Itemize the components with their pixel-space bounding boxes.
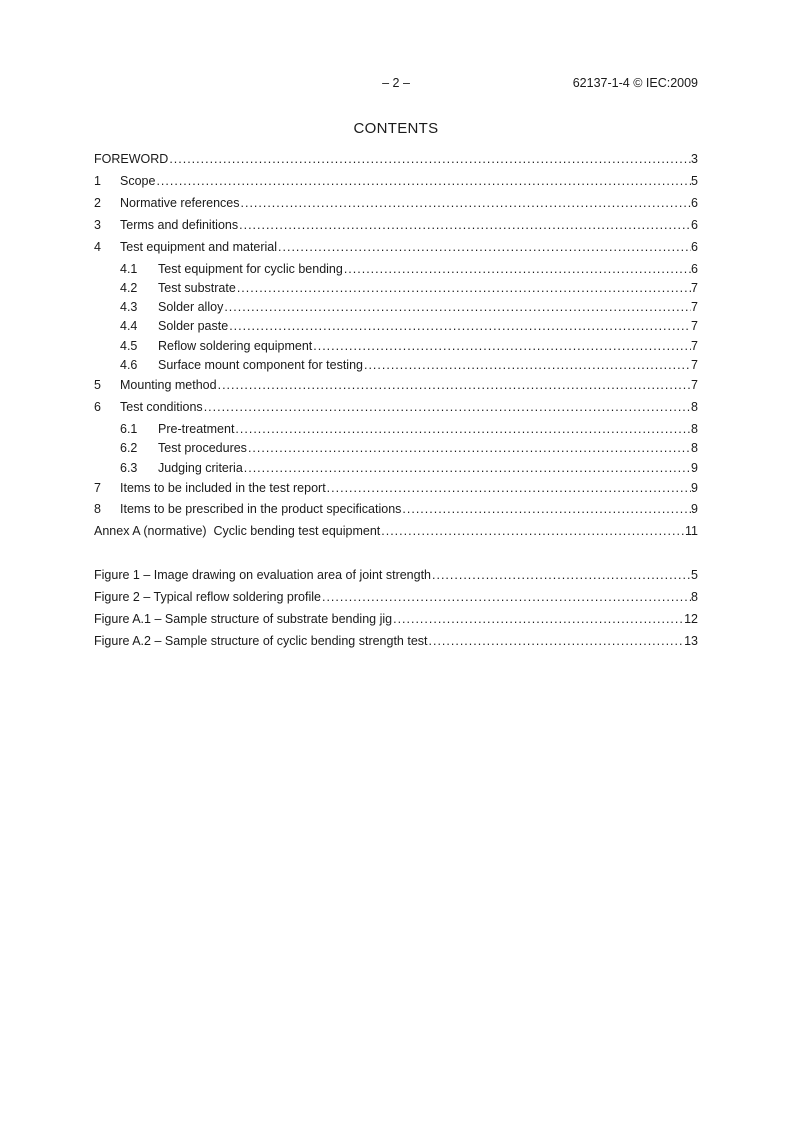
toc-entry-page: 11 xyxy=(685,524,698,538)
toc-entry-6-2[interactable] xyxy=(120,441,698,457)
toc-entry-number: 6.2 xyxy=(120,441,138,455)
toc-figure-a2[interactable] xyxy=(94,634,698,650)
toc-entry-6-3[interactable] xyxy=(120,461,698,477)
toc-entry-page: 8 xyxy=(691,422,698,436)
toc-leader-dots xyxy=(432,568,691,582)
toc-entry-number: 4.5 xyxy=(120,339,138,353)
toc-entry-number: 3 xyxy=(94,218,101,232)
page-title: CONTENTS xyxy=(353,120,439,137)
toc-entry-5[interactable] xyxy=(94,378,698,394)
toc-entry-number: 4 xyxy=(94,240,101,254)
document-reference: 62137-1-4 © IEC:2009 xyxy=(572,76,698,90)
toc-figure-2[interactable] xyxy=(94,590,698,606)
toc-leader-dots xyxy=(241,196,692,210)
toc-entry-title: Reflow soldering equipment xyxy=(158,339,313,353)
toc-leader-dots xyxy=(322,590,691,604)
toc-leader-dots xyxy=(344,262,691,276)
toc-entry-4[interactable] xyxy=(94,240,698,256)
toc-entry-title: Annex A (normative) Cyclic bending test equipment xyxy=(94,524,381,538)
toc-entry-title: Test procedures xyxy=(158,441,247,455)
toc-entry-number: 6 xyxy=(94,400,101,414)
toc-entry-4-1[interactable] xyxy=(120,262,698,278)
toc-entry-number: 7 xyxy=(94,481,101,495)
toc-entry-page: 3 xyxy=(691,152,698,166)
toc-entry-4-5[interactable] xyxy=(120,339,698,355)
toc-entry-page: 5 xyxy=(691,568,698,582)
toc-entry-number: 4.3 xyxy=(120,300,138,314)
toc-entry-page: 12 xyxy=(684,612,698,626)
toc-entry-page: 8 xyxy=(691,441,698,455)
toc-entry-page: 9 xyxy=(691,461,698,475)
toc-leader-dots xyxy=(235,422,691,436)
toc-entry-page: 7 xyxy=(691,378,698,392)
toc-leader-dots xyxy=(393,612,684,626)
toc-entry-number: 4.4 xyxy=(120,319,138,333)
page-number: – 2 – xyxy=(382,76,410,90)
toc-entry-page: 9 xyxy=(691,481,698,495)
toc-entry-page: 9 xyxy=(691,502,698,516)
toc-entry-annex-a[interactable] xyxy=(94,524,698,540)
toc-entry-7[interactable] xyxy=(94,481,698,497)
toc-entry-page: 8 xyxy=(691,590,698,604)
toc-leader-dots xyxy=(218,378,691,392)
toc-entry-page: 7 xyxy=(691,319,698,333)
toc-entry-title: Normative references xyxy=(120,196,240,210)
toc-entry-page: 8 xyxy=(691,400,698,414)
toc-entry-title: Pre-treatment xyxy=(158,422,235,436)
toc-leader-dots xyxy=(156,174,691,188)
toc-entry-page: 6 xyxy=(691,262,698,276)
toc-entry-page: 7 xyxy=(691,358,698,372)
toc-leader-dots xyxy=(237,281,691,295)
toc-entry-title: Judging criteria xyxy=(158,461,243,475)
toc-leader-dots xyxy=(248,441,691,455)
toc-entry-title: Scope xyxy=(120,174,156,188)
toc-leader-dots xyxy=(239,218,691,232)
toc-entry-title: Test conditions xyxy=(120,400,203,414)
toc-entry-title: Items to be prescribed in the product specifications xyxy=(120,502,402,516)
toc-entry-4-4[interactable] xyxy=(120,319,698,335)
toc-entry-title: Test substrate xyxy=(158,281,236,295)
toc-entry-4-2[interactable] xyxy=(120,281,698,297)
toc-entry-title: Test equipment and material xyxy=(120,240,278,254)
toc-entry-number: 4.1 xyxy=(120,262,138,276)
toc-entry-title: Surface mount component for testing xyxy=(158,358,363,372)
toc-leader-dots xyxy=(313,339,691,353)
toc-entry-page: 7 xyxy=(691,339,698,353)
toc-leader-dots xyxy=(244,461,691,475)
toc-entry-title: Figure 2 – Typical reflow soldering profile xyxy=(94,590,321,604)
toc-entry-6-1[interactable] xyxy=(120,422,698,438)
toc-leader-dots xyxy=(402,502,691,516)
toc-entry-title: Mounting method xyxy=(120,378,217,392)
toc-leader-dots xyxy=(364,358,691,372)
toc-leader-dots xyxy=(204,400,691,414)
toc-leader-dots xyxy=(278,240,691,254)
toc-entry-4-6[interactable] xyxy=(120,358,698,374)
toc-entry-number: 4.2 xyxy=(120,281,138,295)
toc-entry-title: Items to be included in the test report xyxy=(120,481,326,495)
toc-leader-dots xyxy=(327,481,691,495)
toc-entry-number: 5 xyxy=(94,378,101,392)
toc-entry-8[interactable] xyxy=(94,502,698,518)
toc-entry-number: 6.1 xyxy=(120,422,138,436)
toc-entry-page: 6 xyxy=(691,218,698,232)
toc-entry-number: 2 xyxy=(94,196,101,210)
toc-entry-title: Solder alloy xyxy=(158,300,224,314)
toc-entry-page: 6 xyxy=(691,196,698,210)
toc-entry-title: Figure A.1 – Sample structure of substrate bending jig xyxy=(94,612,393,626)
toc-entry-title: FOREWORD xyxy=(94,152,169,166)
toc-entry-page: 13 xyxy=(684,634,698,648)
toc-entry-page: 7 xyxy=(691,300,698,314)
toc-entry-number: 8 xyxy=(94,502,101,516)
toc-entry-2[interactable] xyxy=(94,196,698,212)
toc-figure-1[interactable] xyxy=(94,568,698,584)
page-header xyxy=(94,76,698,94)
toc-entry-4-3[interactable] xyxy=(120,300,698,316)
toc-entry-number: 6.3 xyxy=(120,461,138,475)
toc-entry-title: Solder paste xyxy=(158,319,229,333)
toc-entry-page: 7 xyxy=(691,281,698,295)
toc-entry-number: 1 xyxy=(94,174,101,188)
toc-entry-foreword[interactable] xyxy=(94,152,698,168)
toc-leader-dots xyxy=(224,300,691,314)
toc-entry-1[interactable] xyxy=(94,174,698,190)
toc-entry-title: Test equipment for cyclic bending xyxy=(158,262,343,276)
toc-entry-title: Terms and definitions xyxy=(120,218,239,232)
toc-entry-title: Figure A.2 – Sample structure of cyclic bending strength test xyxy=(94,634,428,648)
toc-entry-6[interactable] xyxy=(94,400,698,416)
toc-entry-page: 5 xyxy=(691,174,698,188)
toc-entry-page: 6 xyxy=(691,240,698,254)
toc-entry-3[interactable] xyxy=(94,218,698,234)
toc-leader-dots xyxy=(381,524,685,538)
toc-leader-dots xyxy=(169,152,691,166)
toc-entry-title: Figure 1 – Image drawing on evaluation area of joint strength xyxy=(94,568,432,582)
toc-figure-a1[interactable] xyxy=(94,612,698,628)
toc-entry-number: 4.6 xyxy=(120,358,138,372)
toc-leader-dots xyxy=(229,319,691,333)
toc-leader-dots xyxy=(429,634,685,648)
